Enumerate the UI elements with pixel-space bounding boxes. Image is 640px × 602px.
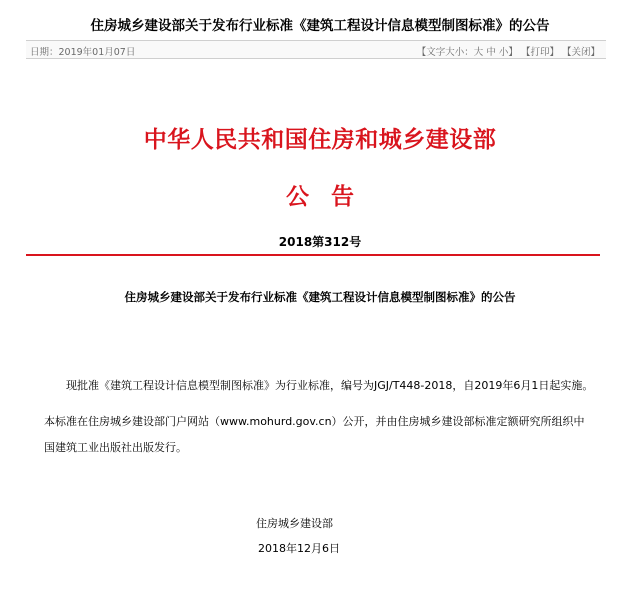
- close-link[interactable]: 【关闭】: [561, 47, 600, 58]
- font-size-close: 】: [508, 47, 518, 58]
- document-number: 2018第312号: [278, 235, 362, 249]
- font-small-link[interactable]: 小: [498, 47, 509, 58]
- publish-date: 日期：2019年01月07日: [30, 47, 136, 58]
- red-divider: [26, 254, 600, 256]
- font-large-link[interactable]: 大: [473, 47, 484, 58]
- signer: 住房城乡建设部: [256, 517, 333, 530]
- font-medium-link[interactable]: 中: [486, 47, 496, 58]
- body-paragraph-2: [44, 409, 599, 461]
- font-size-label: 【文字大小：: [416, 47, 474, 58]
- notice-subject: 住房城乡建设部关于发布行业标准《建筑工程设计信息模型制图标准》的公告: [124, 290, 516, 304]
- meta-controls: [417, 44, 600, 58]
- meta-bar: [26, 40, 606, 59]
- issuer-heading: 中华人民共和国住房和城乡建设部: [143, 127, 497, 153]
- notice-heading: 公告: [286, 184, 376, 210]
- sign-date: 2018年12月6日: [258, 542, 340, 555]
- print-link[interactable]: 【打印】: [520, 47, 559, 58]
- page-title: 住房城乡建设部关于发布行业标准《建筑工程设计信息模型制图标准》的公告: [90, 18, 550, 34]
- body-paragraph-1: 现批准《建筑工程设计信息模型制图标准》为行业标准，编号为JGJ/T448-2018，自2019年6月1日起实施。: [66, 379, 594, 392]
- body-paragraph-2-line-1: 本标准在住房城乡建设部门户网站（www.mohurd.gov.cn）公开，并由住房城乡建设部标准定额研究所组织中: [44, 415, 585, 428]
- body-paragraph-2-line-2: 国建筑工业出版社出版发行。: [44, 441, 187, 454]
